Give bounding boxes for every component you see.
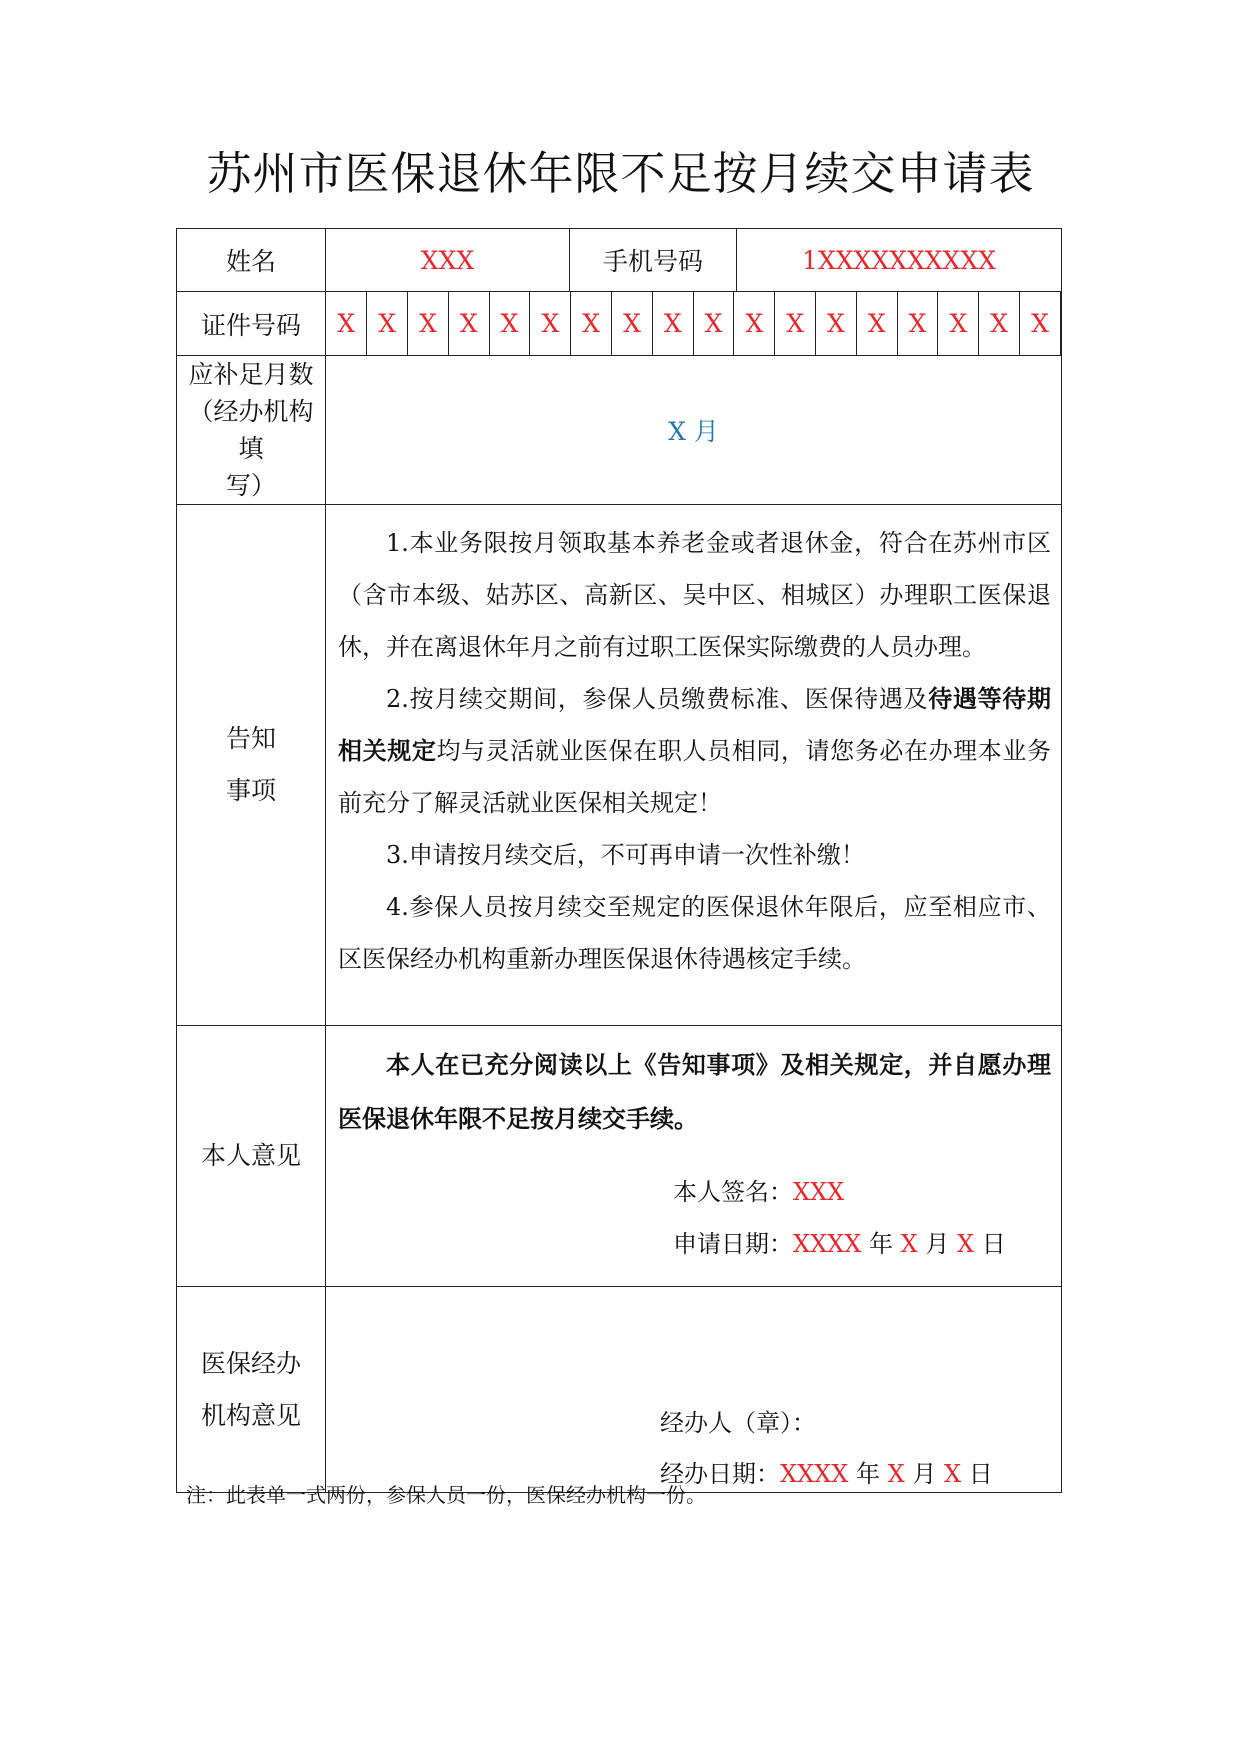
id-digit: X: [571, 292, 612, 355]
notice-content: [326, 505, 1062, 1026]
opinion-label: 本人意见: [177, 1026, 326, 1287]
id-digit: X: [530, 292, 571, 355]
handle-date-line: 经办日期：XXXX 年 X 月 X 日: [660, 1460, 993, 1488]
signature-value: XXX: [793, 1178, 845, 1206]
name-label: 姓名: [177, 229, 326, 292]
id-digit: X: [408, 292, 449, 355]
id-digit: X: [1020, 292, 1061, 355]
id-digit: X: [326, 292, 367, 355]
id-number-cells: [326, 292, 1062, 356]
notice-item-2: 2.按月续交期间，参保人员缴费标准、医保待遇及待遇等待期相关规定均与灵活就业医保在职人员相同，请您务必在办理本业务前充分了解灵活就业医保相关规定！: [338, 684, 1052, 817]
form-title: 苏州市医保退休年限不足按月续交申请表: [206, 147, 1035, 200]
phone-label: 手机号码: [570, 229, 737, 292]
agency-label: 医保经办 机构意见: [177, 1287, 326, 1493]
id-digit: X: [652, 292, 693, 355]
opinion-content: [326, 1026, 1062, 1287]
id-digit: X: [979, 292, 1020, 355]
months-value: X 月: [326, 356, 1062, 505]
id-digit: X: [938, 292, 979, 355]
handler-line: 经办人（章）：: [660, 1409, 816, 1437]
notice-item-4: 4.参保人员按月续交至规定的医保退休年限后，应至相应市、区医保经办机构重新办理医保退休待遇核定手续。: [338, 893, 1051, 973]
notice-item-3: 3.申请按月续交后，不可再申请一次性补缴！: [386, 841, 865, 869]
months-label: 应补足月数 （经办机构填 写）: [177, 356, 326, 505]
id-digit: X: [489, 292, 530, 355]
id-digit: X: [693, 292, 734, 355]
notice-label: 告知 事项: [177, 505, 326, 1026]
id-label: 证件号码: [177, 292, 326, 356]
signature-line: 本人签名：XXX: [673, 1178, 845, 1206]
footnote: 注：此表单一式两份，参保人员一份，医保经办机构一份。: [186, 1483, 706, 1507]
id-digit: X: [856, 292, 897, 355]
id-digit: X: [367, 292, 408, 355]
agency-opinion-content: [326, 1287, 1062, 1493]
id-digit: X: [734, 292, 775, 355]
id-digit: X: [448, 292, 489, 355]
opinion-statement: 本人在已充分阅读以上《告知事项》及相关规定，并自愿办理医保退休年限不足按月续交手续。: [338, 1050, 1051, 1133]
id-digit: X: [816, 292, 857, 355]
name-value: XXX: [326, 229, 570, 292]
notice-item-1: 1.本业务限按月领取基本养老金或者退休金，符合在苏州市区（含市本级、姑苏区、高新区、吴中区、相城区）办理职工医保退休，并在离退休年月之前有过职工医保实际缴费的人员办理。: [338, 529, 1051, 661]
id-digit: X: [612, 292, 653, 355]
apply-date-line: 申请日期：XXXX 年 X 月 X 日: [673, 1230, 1006, 1258]
id-digit: X: [775, 292, 816, 355]
id-digit: X: [897, 292, 938, 355]
application-form-table: [176, 228, 1062, 1493]
phone-value: 1XXXXXXXXXX: [737, 229, 1062, 292]
